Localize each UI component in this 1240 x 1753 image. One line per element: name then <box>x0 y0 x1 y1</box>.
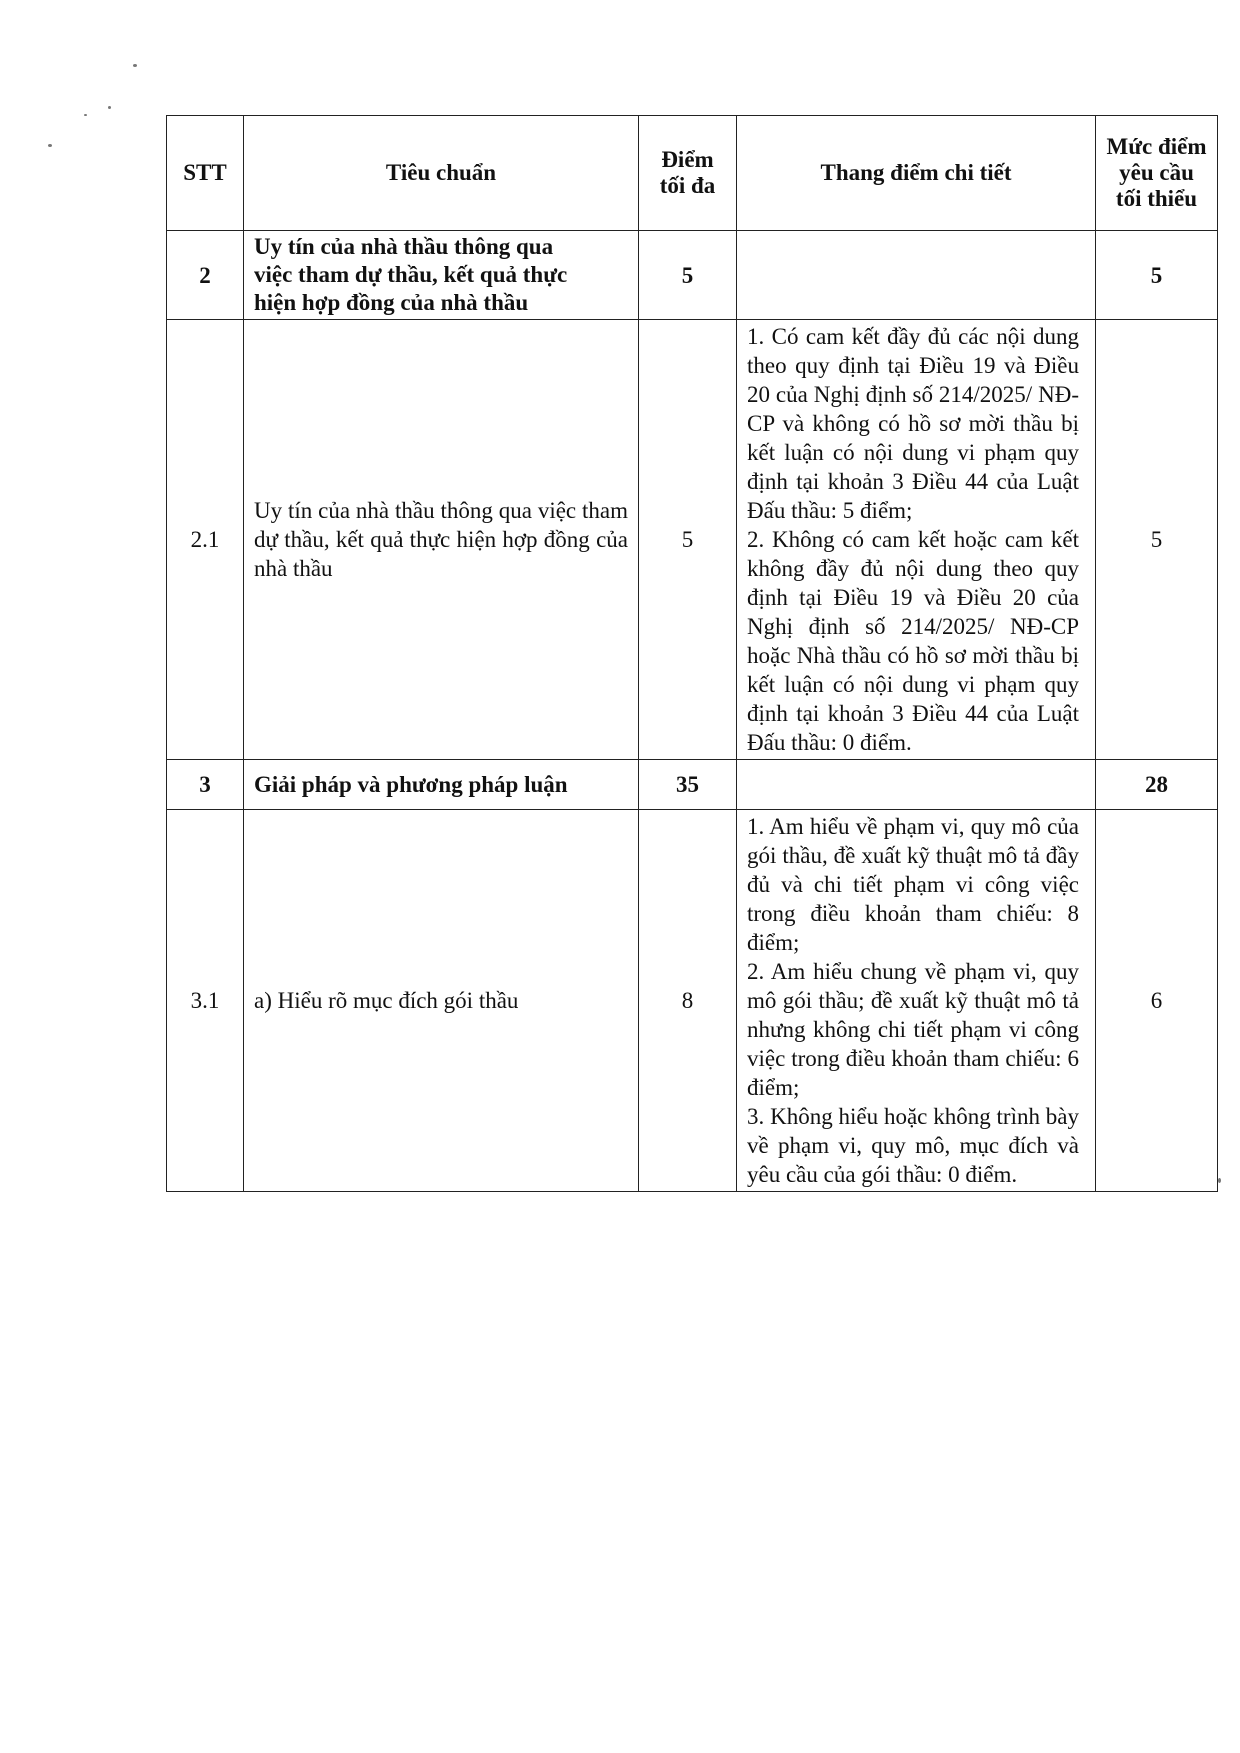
table-header-row <box>167 116 1218 231</box>
row-detail <box>737 231 1096 320</box>
table-row <box>167 320 1218 760</box>
table-row <box>167 760 1218 810</box>
row-min-score: 28 <box>1096 760 1218 810</box>
row-criteria-line: Uy tín của nhà thầu thông qua <box>254 234 554 259</box>
scan-speck <box>48 144 52 147</box>
row-max-score: 8 <box>639 810 737 1192</box>
table-row <box>167 810 1218 1192</box>
row-criteria: Uy tín của nhà thầu thông qua việc tham dự thầu, kết quả thực hiện hợp đồng của nhà thầu <box>244 320 639 760</box>
table-row <box>167 231 1218 320</box>
row-stt: 2 <box>167 231 244 320</box>
row-max-score: 5 <box>639 320 737 760</box>
header-max-score-line: tối đa <box>659 173 716 198</box>
scan-speck <box>1218 1178 1221 1183</box>
row-criteria-line: việc tham dự thầu, kết quả thực <box>254 262 568 287</box>
row-criteria: a) Hiểu rõ mục đích gói thầu <box>244 810 639 1192</box>
header-min-score-line: Mức điểm <box>1106 134 1207 159</box>
row-detail <box>737 760 1096 810</box>
row-stt: 2.1 <box>167 320 244 760</box>
detail-item: 2. Am hiểu chung về phạm vi, quy mô gói thầu; đề xuất kỹ thuật mô tả nhưng không chi tiết phạm vi công việc trong điều khoản tham chiếu: 6 điểm; <box>747 959 1079 1100</box>
row-min-score: 5 <box>1096 320 1218 760</box>
detail-item: 3. Không hiểu hoặc không trình bày về phạm vi, quy mô, mục đích và yêu cầu của gói thầu: 0 điểm. <box>747 1104 1079 1187</box>
header-stt: STT <box>167 116 244 231</box>
scan-speck <box>84 114 87 116</box>
detail-item: 1. Có cam kết đầy đủ các nội dung theo quy định tại Điều 19 và Điều 20 của Nghị định số 214/2025/ NĐ-CP và không có hồ sơ mời thầu bị kết luận có nội dung vi phạm quy định tại khoản 3 Điều 44 của Luật Đấu thầu: 5 điểm; <box>747 324 1079 523</box>
header-min-score <box>1096 116 1218 231</box>
row-criteria-line: hiện hợp đồng của nhà thầu <box>254 290 529 315</box>
header-criteria: Tiêu chuẩn <box>244 116 639 231</box>
header-max-score-line: Điểm <box>661 147 714 172</box>
header-max-score <box>639 116 737 231</box>
row-detail <box>737 320 1096 760</box>
row-max-score: 35 <box>639 760 737 810</box>
row-criteria: Giải pháp và phương pháp luận <box>244 760 639 810</box>
row-min-score: 6 <box>1096 810 1218 1192</box>
row-criteria <box>244 231 639 320</box>
scan-speck <box>108 106 111 109</box>
header-min-score-line: yêu cầu <box>1119 160 1194 185</box>
header-detail: Thang điểm chi tiết <box>737 116 1096 231</box>
detail-item: 2. Không có cam kết hoặc cam kết không đầy đủ nội dung theo quy định tại Điều 19 và Điều 20 của Nghị định số 214/2025/ NĐ-CP hoặc Nhà thầu có hồ sơ mời thầu bị kết luận có nội dung vi phạm quy định tại khoản 3 Điều 44 của Luật Đấu thầu: 0 điểm. <box>747 527 1079 755</box>
header-min-score-line: tối thiểu <box>1115 186 1198 211</box>
detail-item: 1. Am hiểu về phạm vi, quy mô của gói thầu, đề xuất kỹ thuật mô tả đầy đủ và chi tiết phạm vi công việc trong điều khoản tham chiếu: 8 điểm; <box>747 814 1079 955</box>
scan-speck <box>133 64 137 67</box>
row-stt: 3.1 <box>167 810 244 1192</box>
row-min-score: 5 <box>1096 231 1218 320</box>
row-stt: 3 <box>167 760 244 810</box>
row-detail <box>737 810 1096 1192</box>
row-max-score: 5 <box>639 231 737 320</box>
scoring-criteria-table <box>166 115 1218 1192</box>
